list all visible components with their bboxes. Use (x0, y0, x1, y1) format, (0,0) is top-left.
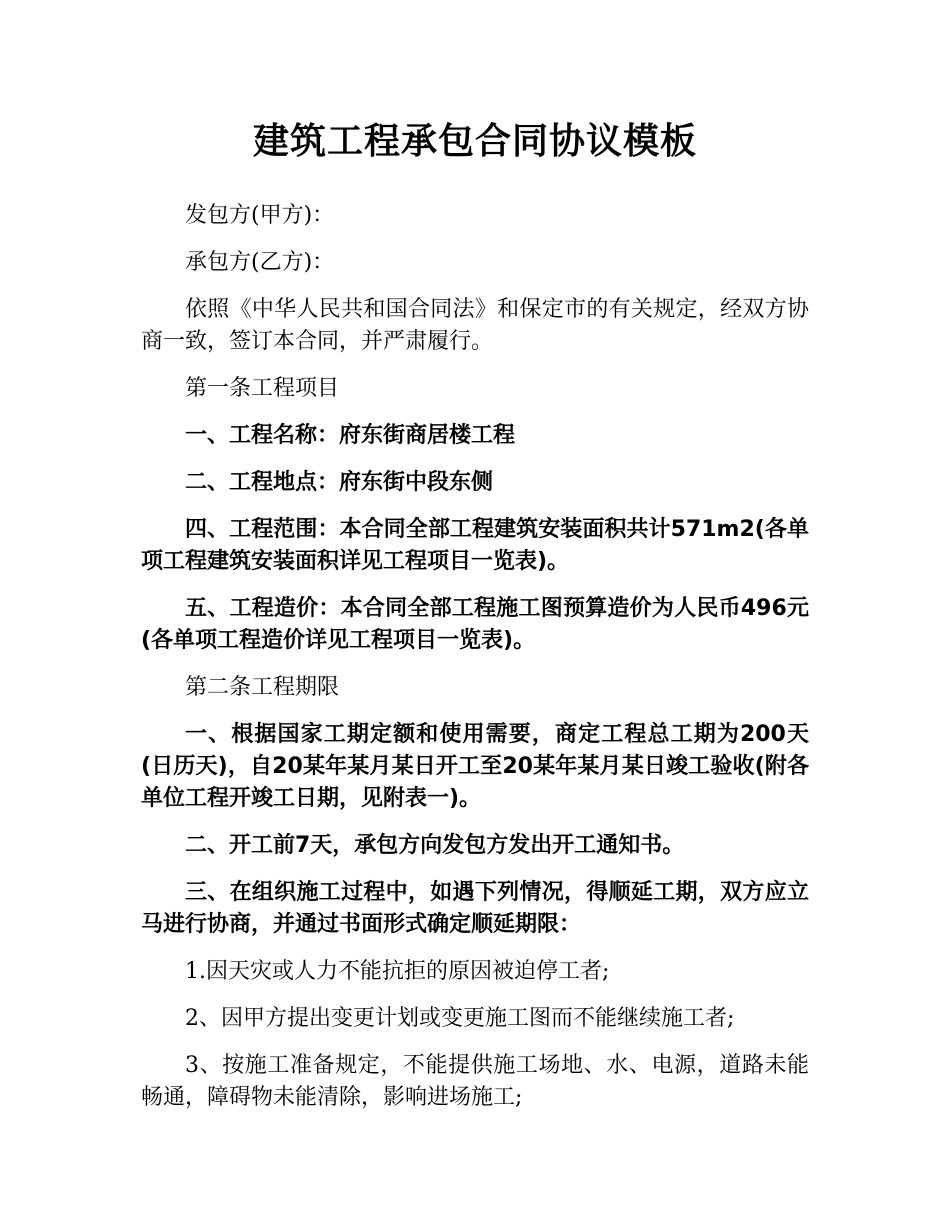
extension-conditions-paragraph: 三、在组织施工过程中，如遇下列情况，得顺延工期，双方应立马进行协商，并通过书面形式确定顺延期限： (141, 880, 809, 937)
document-title: 建筑工程承包合同协议模板 (252, 121, 697, 162)
condition-item-2: 2、因甲方提出变更计划或变更施工图而不能继续施工者; (185, 1006, 735, 1031)
preamble-paragraph: 依照《中华人民共和国合同法》和保定市的有关规定，经双方协商一致，签订本合同，并严肃履行。 (141, 297, 809, 354)
document-body (141, 200, 809, 1129)
project-cost-paragraph: 五、工程造价：本合同全部工程施工图预算造价为人民币496元(各单项工程造价详见工程项目一览表)。 (141, 596, 809, 653)
article-1-heading: 第一条工程项目 (185, 376, 340, 401)
project-scope-paragraph: 四、工程范围：本合同全部工程建筑安装面积共计571m2(各单项工程建筑安装面积详见工程项目一览表)。 (141, 517, 809, 574)
article-2-heading: 第二条工程期限 (185, 675, 340, 700)
party-a-line: 发包方(甲方)： (185, 203, 335, 228)
condition-item-3: 3、按施工准备规定，不能提供施工场地、水、电源，道路未能畅通，障碍物未能清除，影响进场施工; (141, 1053, 809, 1110)
project-name-paragraph: 一、工程名称：府东街商居楼工程 (185, 423, 516, 448)
condition-item-1: 1.因天灾或人力不能抗拒的原因被迫停工者; (185, 959, 610, 984)
start-notice-paragraph: 二、开工前7天，承包方向发包方发出开工通知书。 (185, 833, 685, 858)
project-location-paragraph: 二、工程地点：府东街中段东侧 (185, 470, 494, 495)
party-b-line: 承包方(乙方)： (185, 250, 335, 275)
construction-period-paragraph: 一、根据国家工期定额和使用需要，商定工程总工期为200天(日历天)，自20某年某月某日开工至20某年某月某日竣工验收(附各单位工程开竣工日期，见附表一)。 (141, 722, 809, 811)
